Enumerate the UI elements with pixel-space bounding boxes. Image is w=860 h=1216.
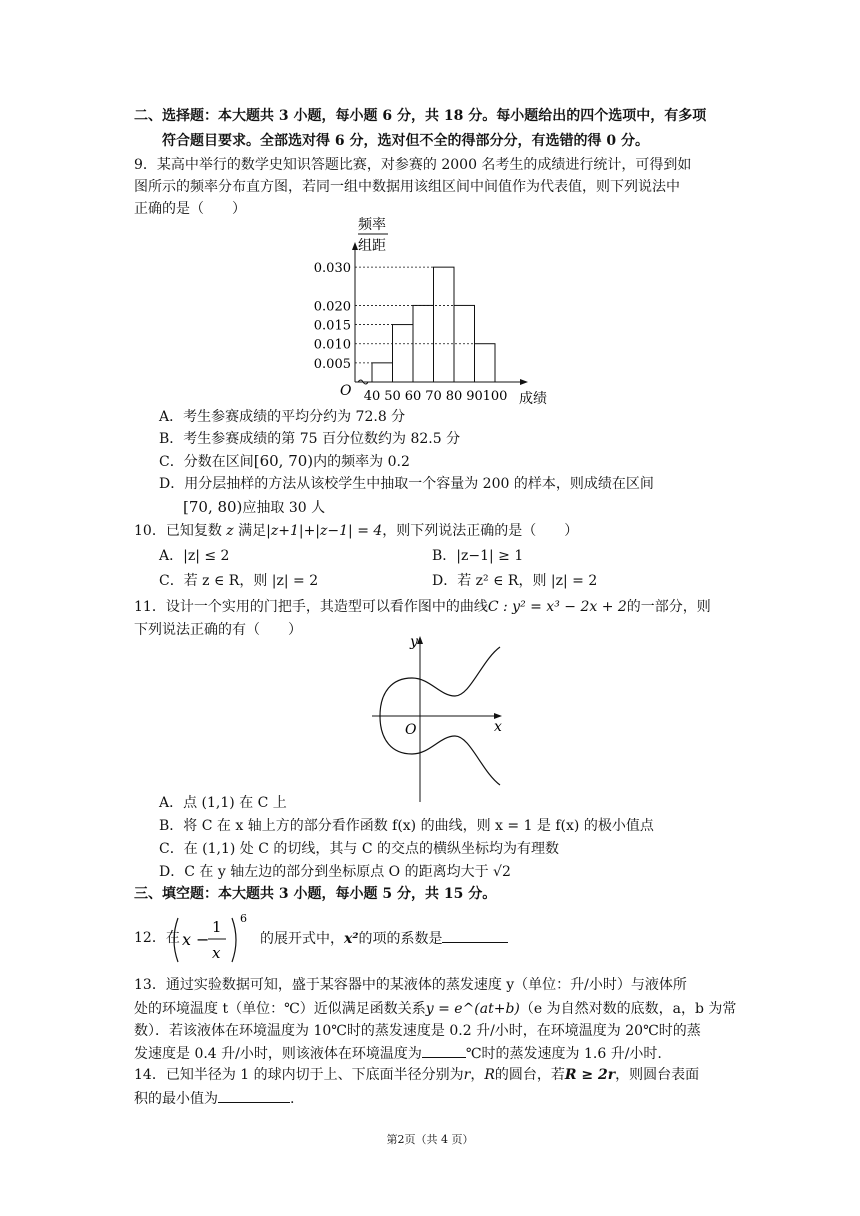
x-axis-label: 成绩 (519, 391, 547, 407)
section-2-header-line1: 二、选择题：本大题共 3 小题，每小题 6 分，共 18 分。每小题给出的四个选项中，有多项 (134, 108, 707, 124)
q9-option-d-post: 应抽取 30 人 (242, 500, 326, 516)
q14-line2 (134, 1088, 294, 1109)
q14-line1-mid: 的圆台，若 (494, 1067, 565, 1083)
q13-line2-post: （e 为自然对数的底数，a，b 为常 (519, 1001, 737, 1017)
histogram-bar (434, 267, 455, 382)
q11-curve-equation: C : y² = x³ − 2x + 2 (487, 599, 627, 615)
page-footer: 第2页（共 4 页） (386, 1133, 474, 1146)
q11-option-c: C．在 (1,1) 处 C 的切线，其与 C 的交点的横纵坐标均为有理数 (159, 841, 560, 857)
q11-stem-pre: 11．设计一个实用的门把手，其造型可以看作图中的曲线 (134, 599, 488, 615)
q12-post: 的项的系数是 (358, 931, 443, 947)
y-tick-label: 0.020 (313, 299, 351, 315)
q12-binomial-expression (170, 910, 260, 970)
q9-option-b: B．考生参赛成绩的第 75 百分位数约为 82.5 分 (159, 431, 461, 447)
q12-text (260, 928, 508, 949)
x-tick-label: 70 (425, 389, 442, 404)
q10-z: z (226, 523, 234, 539)
q11-option-d: D．C 在 y 轴左边的部分到坐标原点 O 的距离均大于 √2 (159, 864, 511, 880)
q12-answer-blank[interactable] (442, 928, 508, 943)
q11-stem-post: 的一部分，则 (626, 599, 711, 615)
elliptic-curve-figure (370, 630, 520, 805)
q13-line3: 数）．若该液体在环境温度为 10℃时的蒸发速度是 0.2 升/小时，在环境温度为 20℃时的蒸 (134, 1023, 701, 1039)
q12-mid: 的展开式中， (260, 931, 344, 947)
q12-term: x² (344, 931, 359, 947)
section-2-header-line2: 符合题目要求。全部选对得 6 分，选对但不全的得部分分，有选错的得 0 分。 (162, 133, 649, 149)
x-tick-label: 40 (363, 389, 381, 404)
x-tick-label: 50 (384, 389, 401, 404)
q9-option-d-interval: [70, 80) (183, 498, 243, 516)
q10-stem-post: ，则下列说法正确的是（ ） (382, 523, 579, 539)
q10-condition: |z+1|+|z−1| = 4 (266, 523, 383, 539)
q9-option-c (159, 451, 410, 472)
q12-minus: − (196, 930, 210, 949)
q9-stem-line2: 图所示的频率分布直方图，若同一组中数据用该组区间中间值作为代表值，则下列说法中 (134, 179, 680, 195)
q14-comma: ， (470, 1067, 485, 1083)
origin-label: O (340, 383, 352, 399)
q10-stem (134, 521, 578, 541)
fig-y-label: y (410, 634, 418, 650)
y-tick-label: 0.005 (313, 356, 351, 372)
q10-option-c: C．若 z ∈ R，则 |z| = 2 (159, 573, 319, 589)
histogram-bar (372, 363, 393, 382)
q13-line2-pre: 处的环境温度 t（单位：℃）近似满足函数关系 (134, 1001, 426, 1017)
q14-line2-text: 积的最小值为 (134, 1091, 218, 1107)
q10-stem-mid: 满足 (238, 523, 267, 539)
frequency-histogram (300, 212, 560, 412)
q11-option-b: B．将 C 在 x 轴上方的部分看作函数 f(x) 的曲线，则 x = 1 是 f(x) 的极小值点 (159, 818, 654, 834)
x-tick-label: 60 (404, 389, 422, 404)
q9-stem-line1: 9．某高中举行的数学史知识答题比赛，对参赛的 2000 名考生的成绩进行统计，可得到如 (134, 157, 692, 173)
histogram-bar (475, 344, 496, 382)
q12-exponent: 6 (240, 912, 247, 925)
q13-line2 (134, 999, 736, 1019)
q14-line1-pre: 14．已知半径为 1 的球内切于上、下底面半径分别为 (134, 1067, 464, 1083)
x-tick-label: 90 (466, 389, 483, 404)
q9-option-c-post: 内的频率为 0.2 (313, 454, 410, 470)
q14-condition: R ≥ 2r (564, 1067, 616, 1083)
q12 (134, 910, 614, 970)
x-tick-label: 80 (445, 389, 463, 404)
q12-x: x (182, 930, 192, 949)
q14-line1 (134, 1065, 699, 1085)
y-tick-label: 0.030 (313, 261, 351, 277)
y-axis-label-denominator: 组距 (358, 238, 386, 254)
y-tick-label: 0.010 (313, 337, 351, 353)
q14-line1-post: ，则圆台表面 (615, 1067, 700, 1083)
q11-stem-line1 (134, 597, 711, 617)
q12-numerator: 1 (212, 918, 222, 936)
q10-option-b: B．|z−1| ≥ 1 (432, 548, 524, 564)
q10-option-d: D．若 z² ∈ R，则 |z| = 2 (432, 573, 598, 589)
q9-option-c-interval: [60, 70) (253, 452, 314, 470)
fig-origin-label: O (405, 722, 417, 738)
q13-line4-pre: 发速度是 0.4 升/小时，则该液体在环境温度为 (134, 1046, 422, 1062)
histogram-bar (393, 325, 414, 382)
q11-option-a: A．点 (1,1) 在 C 上 (159, 795, 287, 811)
y-axis-label-numerator: 频率 (358, 217, 386, 233)
q9-option-d-line1: D．用分层抽样的方法从该校学生中抽取一个容量为 200 的样本，则成绩在区间 (159, 476, 654, 492)
x-tick-label: 100 (482, 389, 508, 404)
q13-function: y = e^(at+b) (425, 1001, 520, 1017)
q9-option-c-pre: C．分数在区间 (159, 454, 254, 470)
q14-r: r (463, 1067, 471, 1083)
section-3-header: 三、填空题：本大题共 3 小题，每小题 5 分，共 15 分。 (134, 886, 497, 902)
q13-line1: 13．通过实验数据可知，盛于某容器中的某液体的蒸发速度 y（单位：升/小时）与液体所 (134, 977, 687, 993)
q9-stem-line3: 正确的是（ ） (134, 201, 246, 217)
q9-option-a: A．考生参赛成绩的平均分约为 72.8 分 (159, 409, 406, 425)
q10-option-a: A．|z| ≤ 2 (159, 548, 230, 564)
q9-option-d-line2 (183, 497, 325, 518)
q12-denominator: x (212, 944, 221, 962)
q13-line4 (134, 1043, 662, 1064)
y-tick-label: 0.015 (313, 318, 351, 334)
q13-line4-post: ℃时的蒸发速度为 1.6 升/小时. (465, 1046, 662, 1062)
q14-line2-end: . (290, 1091, 295, 1107)
q10-stem-pre: 10．已知复数 (134, 523, 222, 539)
q14-R: R (484, 1067, 495, 1083)
q14-answer-blank[interactable] (218, 1088, 290, 1103)
q11-stem-line2: 下列说法正确的有（ ） (134, 622, 302, 638)
q13-answer-blank[interactable] (422, 1043, 466, 1058)
q12-pre: 12．在 (134, 930, 180, 946)
fig-x-label: x (494, 719, 502, 735)
